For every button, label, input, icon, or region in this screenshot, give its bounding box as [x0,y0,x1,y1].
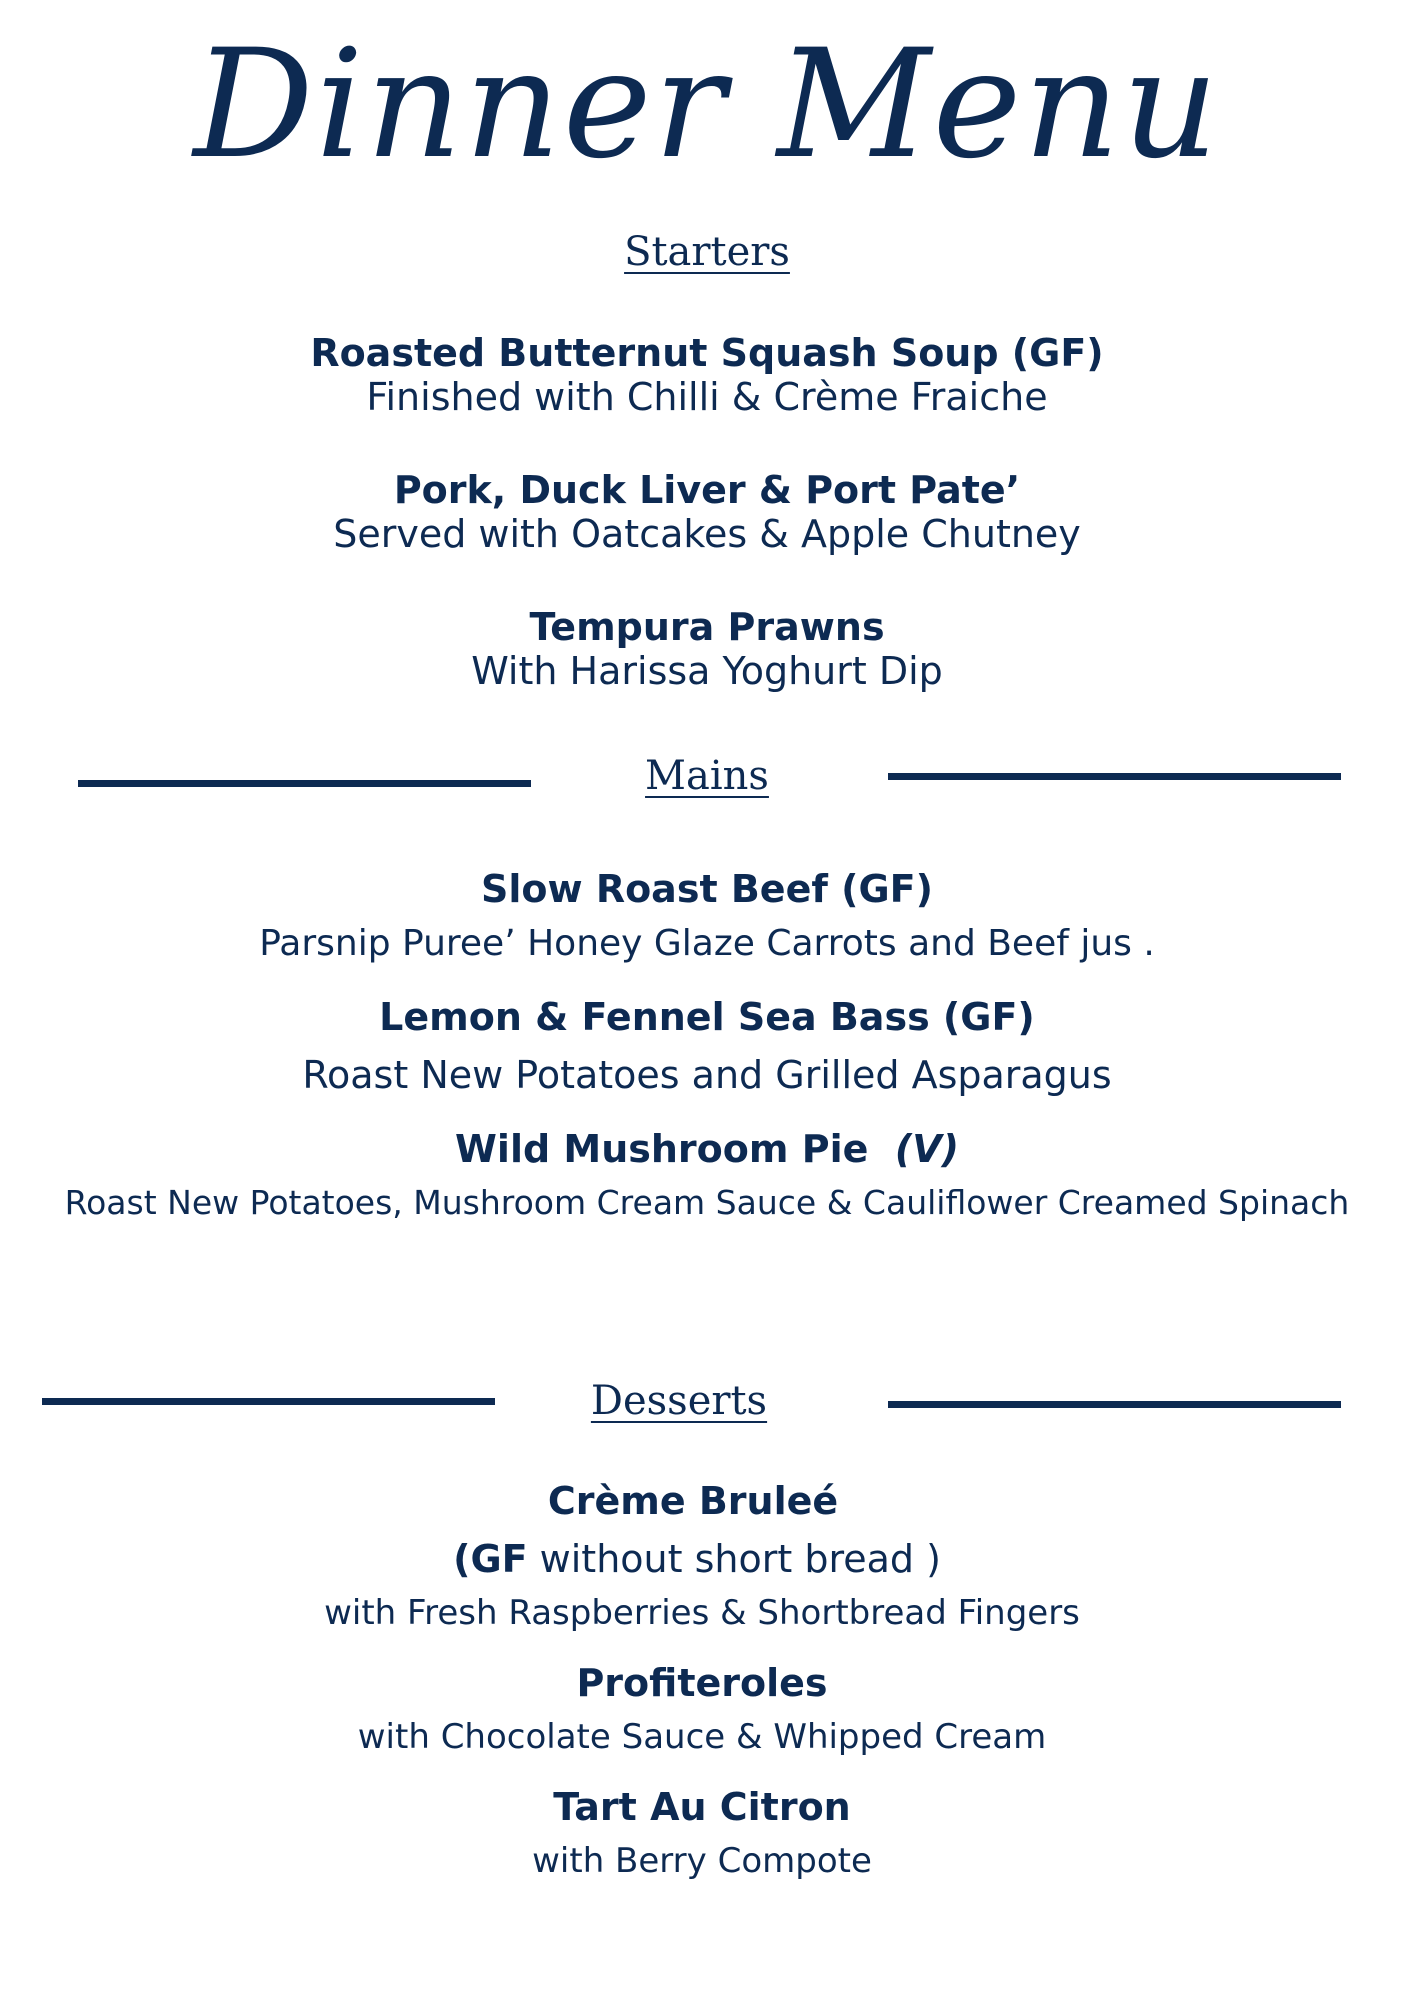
starter-item-2-name: Pork, Duck Liver & Port Pate’ [393,468,1021,512]
vegetarian-tag: (V) [894,1127,959,1171]
dessert-item-2-name: Profiteroles [576,1661,828,1705]
starter-item-1-desc: Finished with Chilli & Crème Fraiche [366,375,1048,419]
gf-tag: GF [470,1537,528,1581]
starter-item-2-desc: Served with Oatcakes & Apple Chutney [333,512,1081,556]
desserts-heading: Desserts [590,1378,768,1424]
dessert-item-1-name: Crème Bruleé [547,1479,839,1523]
menu-title: Dinner Menu [193,18,1221,192]
main-item-3-desc: Roast New Potatoes, Mushroom Cream Sauce & Cauliflower Creamed Spinach [64,1183,1350,1222]
dessert-item-1-desc: with Fresh Raspberries & Shortbread Fingers [324,1593,1080,1633]
main-item-3-name: Wild Mushroom Pie [455,1127,869,1171]
main-item-1-name: Slow Roast Beef (GF) [480,867,933,911]
dessert-item-1-note [0,1537,1404,1581]
starter-item-3-desc: With Harissa Yoghurt Dip [471,649,943,693]
starter-item-3-name: Tempura Prawns [529,605,885,649]
dessert-item-3-desc: with Berry Compote [532,1841,872,1881]
starter-item-1-name: Roasted Butternut Squash Soup (GF) [310,331,1104,375]
main-item-3-title [0,1127,1414,1171]
dessert-note-open: ( [453,1537,471,1581]
starters-heading: Starters [624,229,790,275]
dessert-note-rest: without short bread ) [527,1537,941,1581]
main-item-2-name: Lemon & Fennel Sea Bass (GF) [379,995,1035,1039]
mains-heading: Mains [645,753,769,799]
main-item-1-desc: Parsnip Puree’ Honey Glaze Carrots and Beef jus . [259,923,1155,964]
main-item-2-desc: Roast New Potatoes and Grilled Asparagus [302,1053,1112,1097]
dessert-item-3-name: Tart Au Citron [553,1785,851,1829]
dessert-item-2-desc: with Chocolate Sauce & Whipped Cream [357,1717,1047,1757]
